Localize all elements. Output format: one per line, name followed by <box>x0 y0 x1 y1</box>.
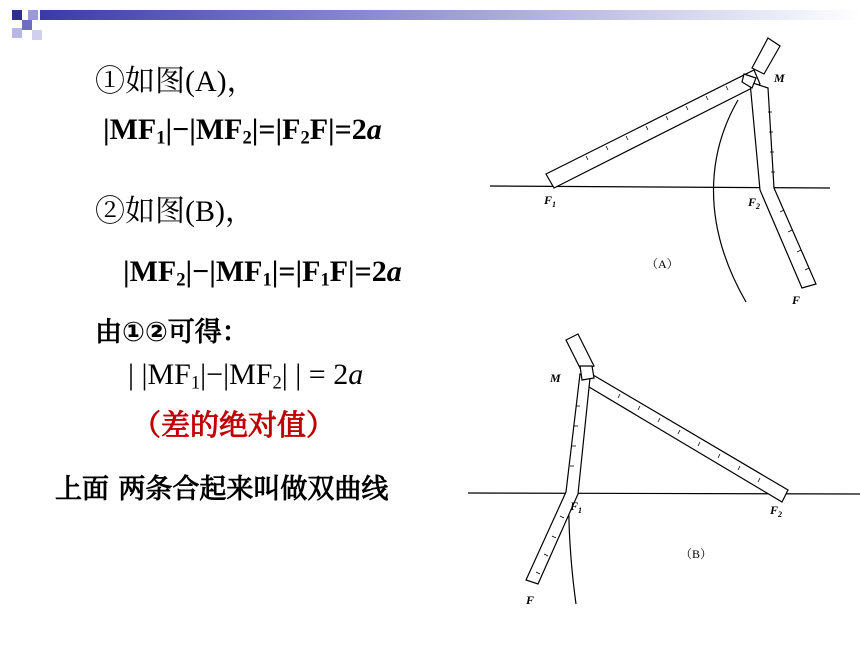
circled-one-marker: ① <box>95 65 125 98</box>
case-a-heading: ①如图(A)， <box>95 65 257 98</box>
figure-b-label-m: M <box>550 371 561 385</box>
figure-a-diagram <box>468 22 860 312</box>
figure-b-label-f1: $F_1$ <box>570 499 583 515</box>
figure-a-label-f: F <box>792 293 801 307</box>
figure-b-label-f2: $F_2$ <box>770 503 783 519</box>
figure-b-caption: （B） <box>680 547 713 561</box>
figure-a-label-m: M <box>774 71 785 85</box>
case-b-equation: $|MF_2|-|MF_1|=|F_1F|=2a$ <box>123 255 402 291</box>
hyperbola-definition: 上面 两条合起来叫做双曲线 <box>55 474 389 505</box>
figure-a-caption: （A） <box>646 257 679 271</box>
figure-a-label-f1: $F_1$ <box>544 193 557 209</box>
circled-two-marker: ② <box>95 195 125 228</box>
figure-b-diagram <box>468 326 860 616</box>
absolute-value-note: （差的绝对值） <box>132 408 336 442</box>
figure-b-label-f: F <box>526 593 535 607</box>
absolute-difference-equation: | $|MF_1|-|MF_2|$ | = 2a <box>128 358 364 394</box>
figure-a-label-f2: $F_2$ <box>748 195 761 211</box>
case-a-equation: $|MF_1|-|MF_2|=|F_2F|=2a$ <box>103 113 382 149</box>
conclusion-intro: 由①②可得： <box>95 317 249 348</box>
case-b-heading: ②如图(B)， <box>95 195 255 228</box>
